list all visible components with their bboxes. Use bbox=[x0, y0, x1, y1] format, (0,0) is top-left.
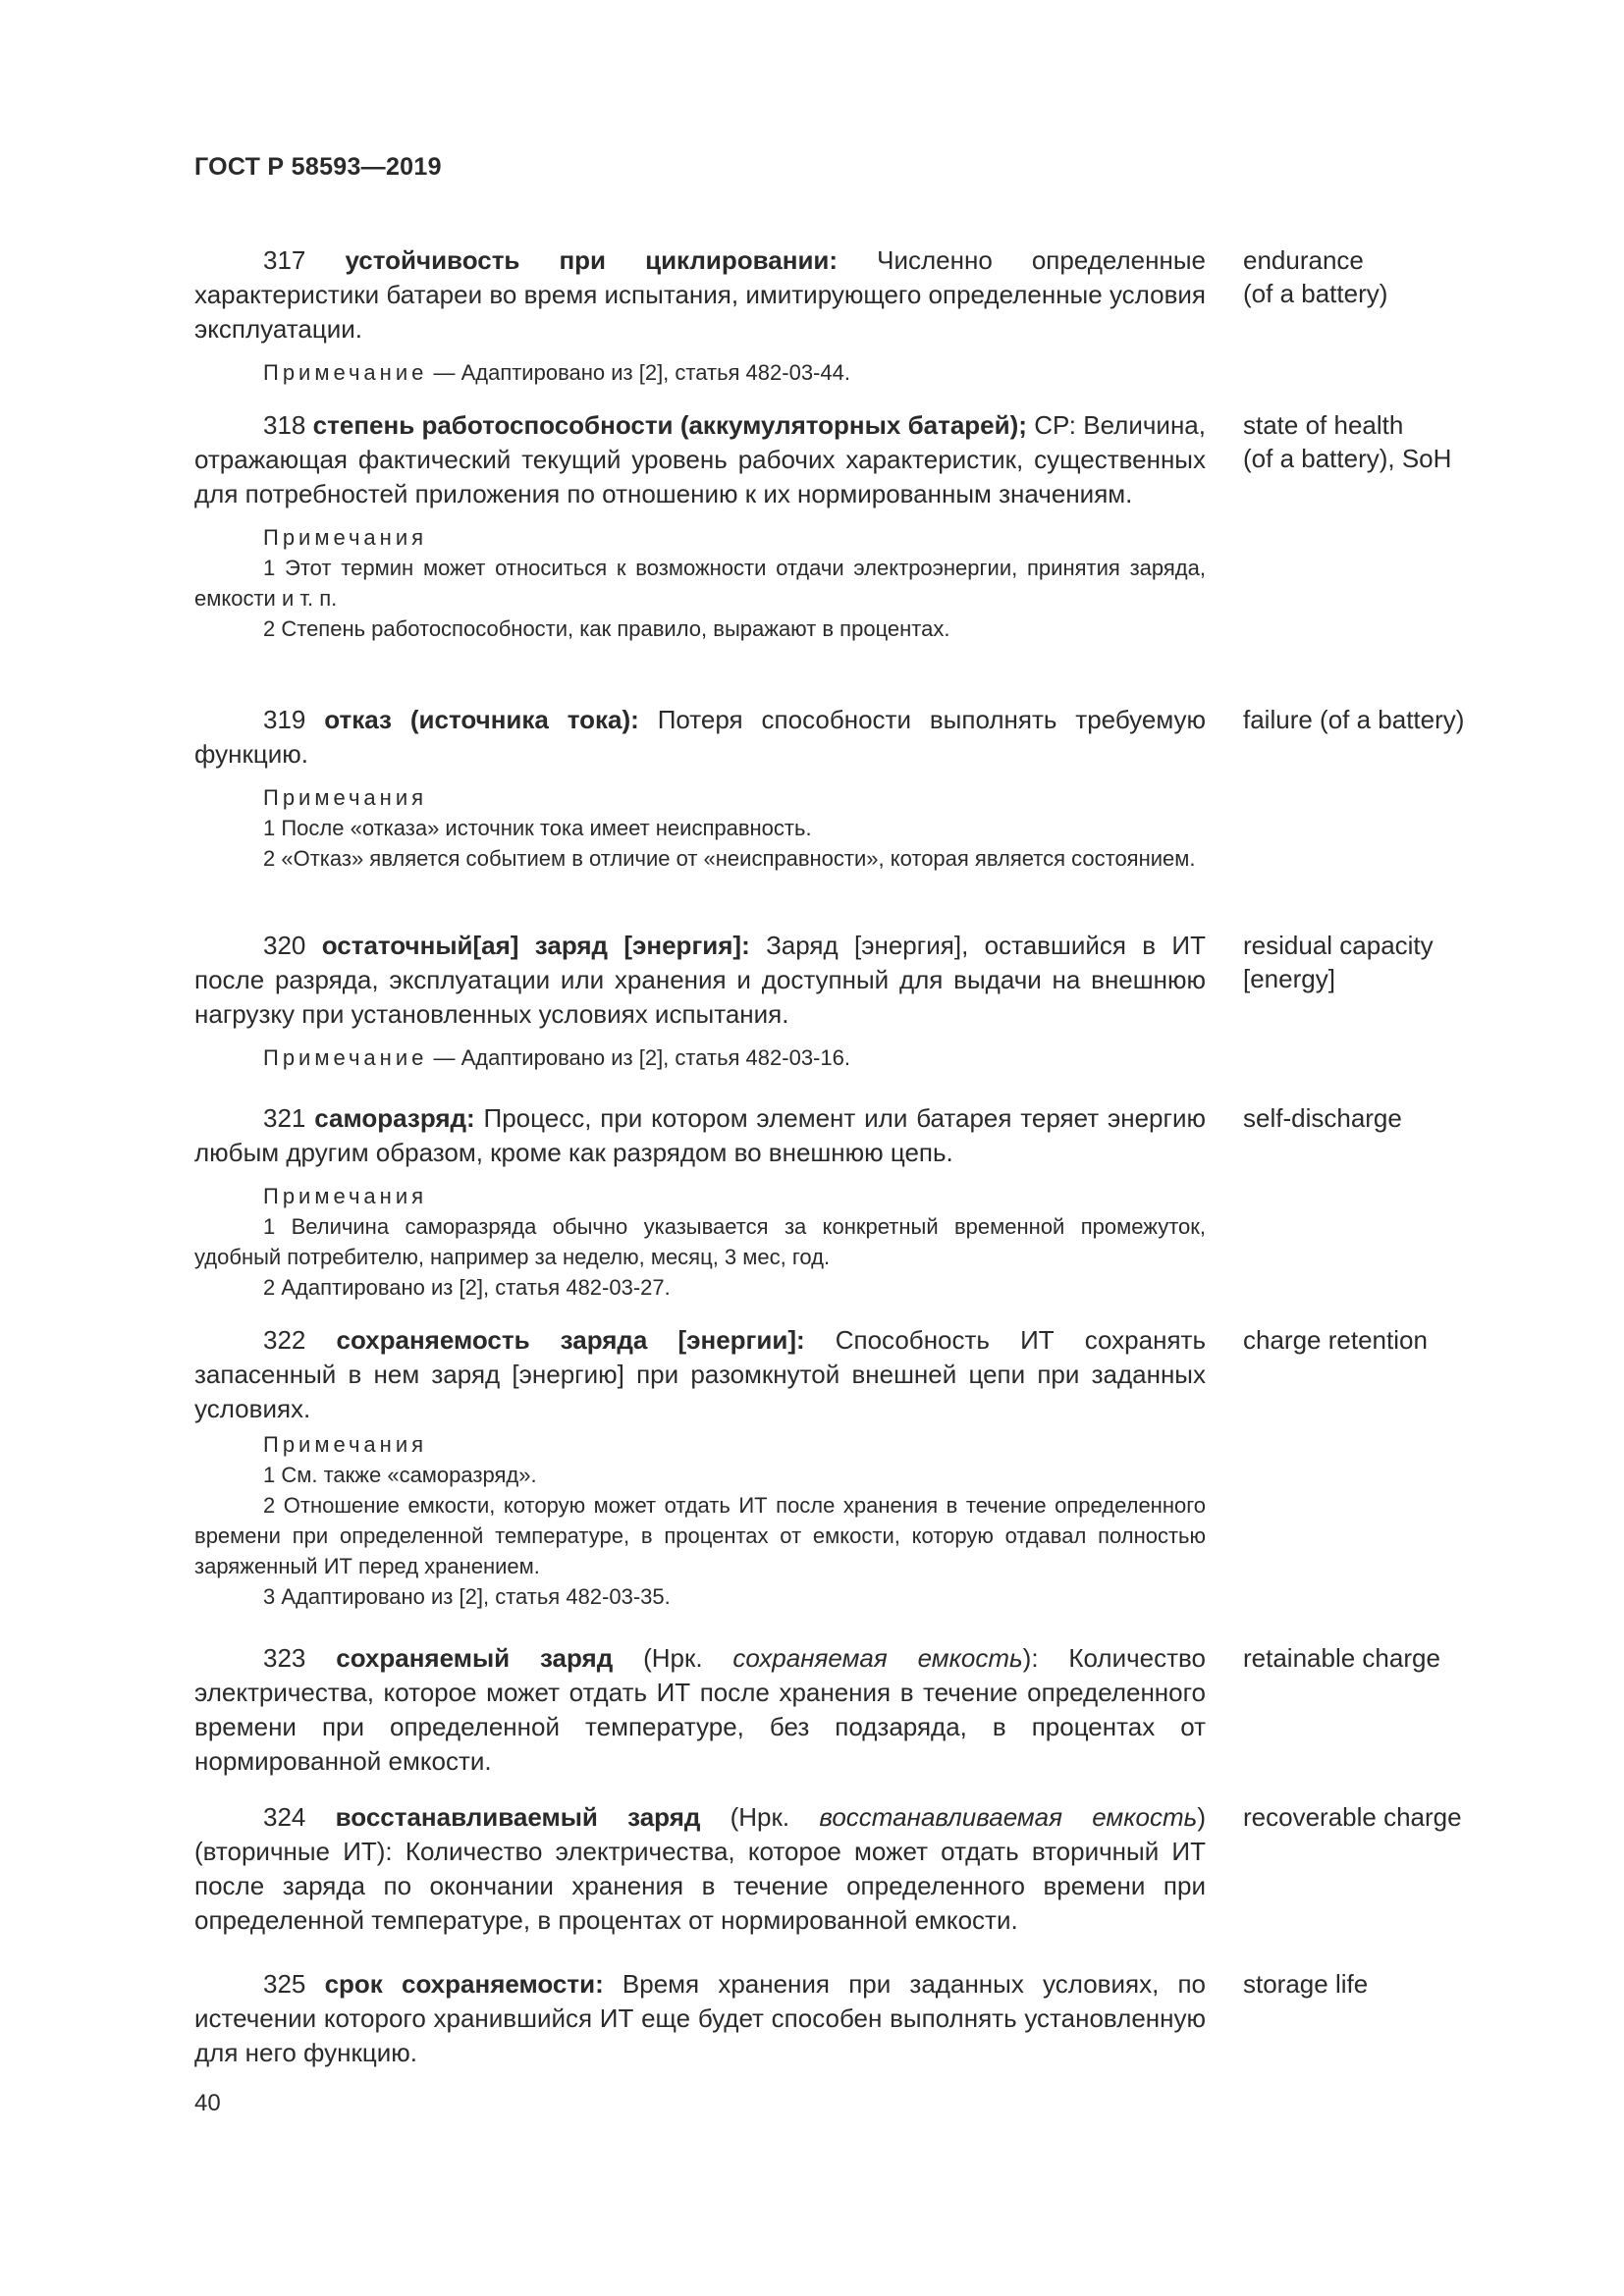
term-note: Примечание — Адаптировано из [2], статья 482-03-44. bbox=[263, 360, 850, 385]
term-definition: 321 саморазряд: Процесс, при котором элемент или батарея теряет энергию любым другим образом, кроме как разрядом во внешнюю цепь. bbox=[194, 1103, 1207, 1167]
term-entry-319 bbox=[194, 703, 1465, 874]
term-note: 2 Степень работоспособности, как правило, выражают в процентах. bbox=[263, 616, 950, 641]
notes-label: Примечания bbox=[263, 525, 428, 550]
term-title: сохраняемый заряд bbox=[336, 1643, 614, 1673]
english-equivalent: endurance (of a battery) bbox=[1243, 245, 1388, 308]
term-entry-320 bbox=[194, 929, 1434, 1073]
term-note: 1 См. также «саморазряд». bbox=[263, 1463, 537, 1487]
english-equivalent: self-discharge bbox=[1243, 1103, 1402, 1133]
notes-label: Примечания bbox=[263, 785, 428, 810]
english-equivalent: charge retention bbox=[1243, 1325, 1428, 1355]
term-note: 2 Отношение емкости, которую может отдать ИТ после хранения в течение определенного времени при определенной температуре, в процентах от емкости, которую отдавал полностью заряженный ИТ перед хранением. bbox=[194, 1493, 1206, 1578]
english-equivalent: residual capacity [energy] bbox=[1243, 931, 1434, 993]
term-definition: 324 восстанавливаемый заряд (Нрк. восстанавливаемая емкость) (вторичные ИТ): Количество электричества, которое может отдать вторичный ИТ после заряда по окончании хранения в течение определенного времени при определенной температуре, в процентах от нормированной емкости. bbox=[194, 1802, 1206, 1935]
notes-label: Примечания bbox=[263, 1184, 428, 1208]
notes-label: Примечания bbox=[263, 1432, 428, 1457]
term-definition: 319 отказ (источника тока): Потеря способности выполнять требуемую функцию. bbox=[194, 705, 1206, 769]
term-note: 3 Адаптировано из [2], статья 482-03-35. bbox=[263, 1584, 671, 1609]
term-title: срок сохраняемости: bbox=[324, 1969, 604, 1999]
term-definition: 317 устойчивость при циклировании: Численно определенные характеристики батареи во время испытания, имитирующего определенные условия эксплуатации. bbox=[194, 245, 1206, 344]
term-entry-317 bbox=[194, 243, 1388, 388]
term-title: остаточный[ая] заряд [энергия]: bbox=[321, 931, 750, 960]
term-definition: 325 срок сохраняемости: Время хранения при заданных условиях, по истечении которого хранившийся ИТ еще будет способен выполнять установленную для него функцию. bbox=[194, 1969, 1207, 2067]
term-entry-323 bbox=[194, 1641, 1440, 1779]
term-note: 2 Адаптировано из [2], статья 482-03-27. bbox=[263, 1275, 671, 1300]
term-title: устойчивость при циклировании: bbox=[345, 245, 839, 275]
english-equivalent: storage life bbox=[1243, 1969, 1369, 1999]
term-note: 2 «Отказ» является событием в отличие от «неисправности», которая является состоянием. bbox=[263, 846, 1196, 871]
term-entry-321 bbox=[194, 1101, 1402, 1303]
term-title: саморазряд: bbox=[314, 1103, 475, 1133]
term-note: 1 После «отказа» источник тока имеет неисправность. bbox=[263, 816, 812, 840]
term-note: 1 Величина саморазряда обычно указывается за конкретный временной промежуток, удобный потребителю, например за неделю, месяц, 3 мес, год. bbox=[194, 1214, 1206, 1269]
deprecated-term: восстанавливаемая емкость bbox=[819, 1802, 1198, 1832]
term-definition: 323 сохраняемый заряд (Нрк. сохраняемая емкость): Количество электричества, которое может отдать ИТ после хранения в течение определенного времени при определенной температуре, без подзаряда, в процентах от нормированной емкости. bbox=[194, 1643, 1206, 1776]
english-equivalent: retainable charge bbox=[1243, 1643, 1440, 1673]
term-entry-322 bbox=[194, 1323, 1428, 1612]
term-title: отказ (источника тока): bbox=[324, 705, 639, 734]
document-header: ГОСТ Р 58593—2019 bbox=[194, 153, 442, 181]
term-definition: 322 сохраняемость заряда [энергии]: Способность ИТ сохранять запасенный в нем заряд [энергию] при разомкнутой внешней цепи при заданных условиях. bbox=[194, 1325, 1206, 1423]
term-entry-325 bbox=[194, 1967, 1369, 2070]
term-title: восстанавливаемый заряд bbox=[335, 1802, 701, 1832]
term-definition: 318 степень работоспособности (аккумуляторных батарей); СР: Величина, отражающая фактический текущий уровень рабочих характеристик, существенных для потребностей приложения по отношению к их нормированным значениям. bbox=[194, 410, 1206, 508]
term-definition: 320 остаточный[ая] заряд [энергия]: Заряд [энергия], оставшийся в ИТ после разряда, эксплуатации или хранения и доступный для выдачи на внешнюю нагрузку при установленных условиях испытания. bbox=[194, 931, 1206, 1029]
page-number: 40 bbox=[194, 2090, 221, 2116]
term-entry-324 bbox=[194, 1800, 1462, 1938]
term-title: сохраняемость заряда [энергии]: bbox=[336, 1325, 805, 1355]
english-equivalent: failure (of a battery) bbox=[1243, 705, 1465, 734]
term-title: степень работоспособности (аккумуляторных батарей); bbox=[312, 410, 1027, 440]
deprecated-term: сохраняемая емкость bbox=[732, 1643, 1023, 1673]
term-note: Примечание — Адаптировано из [2], статья 482-03-16. bbox=[263, 1045, 850, 1070]
english-equivalent: state of health (of a battery), SoH bbox=[1243, 410, 1452, 473]
english-equivalent: recoverable charge bbox=[1243, 1802, 1462, 1832]
term-entry-318 bbox=[194, 408, 1452, 644]
term-note: 1 Этот термин может относиться к возможности отдачи электроэнергии, принятия заряда, емкости и т. п. bbox=[194, 556, 1206, 611]
